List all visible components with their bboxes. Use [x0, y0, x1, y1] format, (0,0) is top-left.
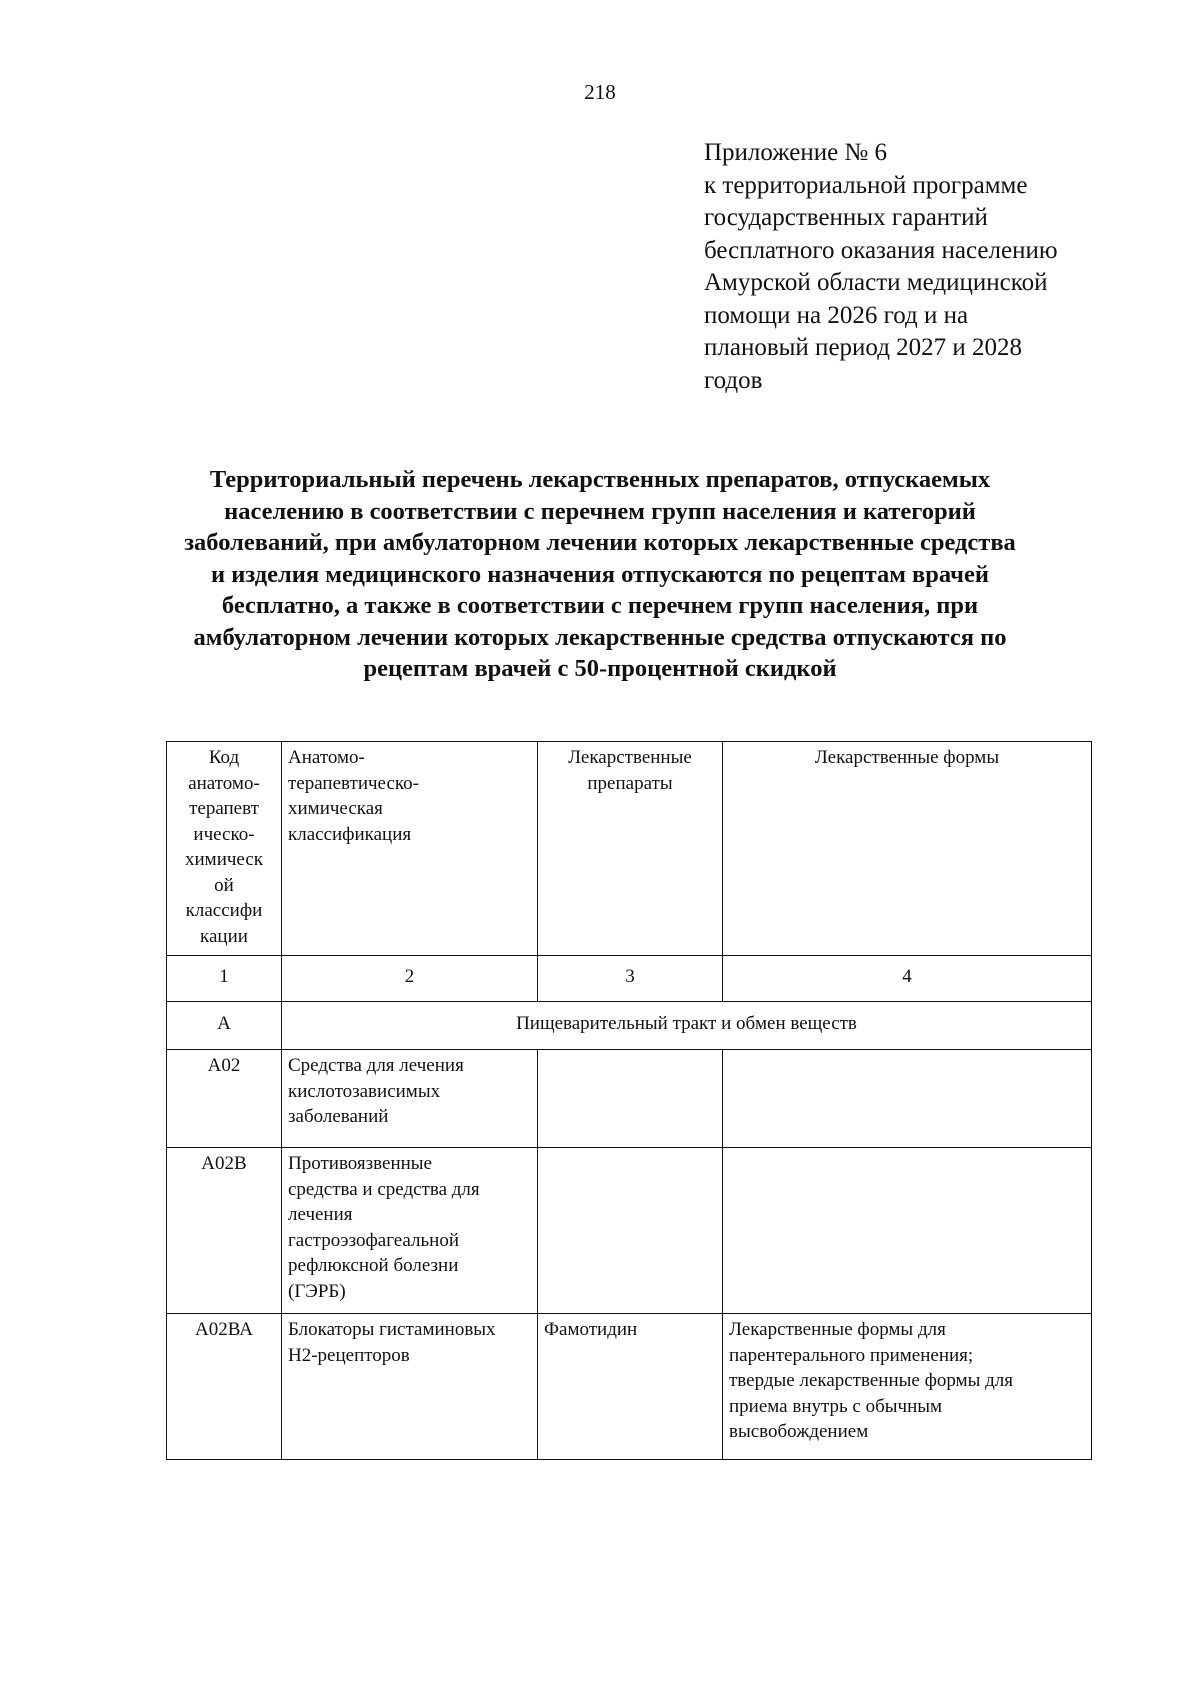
group-name: Пищеварительный тракт и обмен веществ — [282, 1002, 1092, 1050]
classification-line: Н2-рецепторов — [288, 1344, 410, 1366]
drug-form-line: высвобождением — [729, 1421, 869, 1442]
classification-line: заболеваний — [288, 1106, 389, 1127]
drug-name — [538, 1050, 723, 1148]
column-number-row — [167, 956, 1092, 1002]
drug-list-table — [166, 741, 1092, 1460]
title-line: Территориальный перечень лекарственных препаратов, отпускаемых — [209, 466, 991, 493]
appendix-line: к территориальной программе — [704, 171, 1028, 199]
appendix-line: Амурской области медицинской — [704, 269, 1048, 296]
table-row — [167, 1148, 1092, 1314]
atc-code: А02В — [167, 1148, 282, 1314]
appendix-line: Приложение № 6 — [704, 139, 888, 166]
appendix-line: государственных гарантий — [704, 204, 988, 231]
column-number: 1 — [167, 956, 282, 1002]
header-forms: Лекарственные формы — [723, 742, 1092, 956]
drug-form-line: твердые лекарственные формы для — [729, 1370, 1014, 1391]
drug-forms — [723, 1314, 1092, 1460]
classification-line: (ГЭРБ) — [288, 1280, 346, 1302]
title-line: и изделия медицинского назначения отпускаются по рецептам врачей — [211, 560, 989, 588]
drug-form-line: приема внутрь с обычным — [729, 1395, 943, 1417]
appendix-note — [704, 137, 1144, 397]
drug-form-line: парентерального применения; — [729, 1344, 974, 1366]
drug-forms — [723, 1050, 1092, 1148]
header-classification-line: химическая — [288, 798, 383, 819]
classification-line: средства и средства для — [288, 1178, 480, 1200]
header-drugs-line: Лекарственные — [568, 747, 692, 768]
table-header-row — [167, 742, 1092, 956]
appendix-line: плановый период 2027 и 2028 — [704, 334, 1023, 361]
classification-line: Блокаторы гистаминовых — [288, 1319, 496, 1340]
header-classification — [282, 742, 538, 956]
atc-code: А02ВА — [167, 1314, 282, 1460]
column-number: 3 — [538, 956, 723, 1002]
header-code-line: классифи — [185, 900, 263, 921]
atc-classification — [282, 1314, 538, 1460]
group-row — [167, 1002, 1092, 1050]
header-classification-line: терапевтическо- — [288, 772, 419, 794]
group-code: А — [167, 1002, 282, 1050]
page-number: 218 — [584, 80, 616, 104]
title-line: рецептам врачей с 50-процентной скидкой — [363, 655, 837, 682]
document-title — [150, 464, 1050, 685]
header-code-line: анатомо- — [188, 772, 260, 794]
header-code-line: химическ — [185, 849, 263, 870]
title-line: заболеваний, при амбулаторном лечении которых лекарственные средства — [184, 529, 1016, 556]
title-line: амбулаторном лечении которых лекарственные средства отпускаются по — [193, 623, 1007, 651]
header-code-line: терапевт — [189, 798, 259, 819]
header-code-line: ой — [214, 874, 234, 896]
column-number: 2 — [282, 956, 538, 1002]
header-drugs — [538, 742, 723, 956]
header-code-line: Код — [208, 747, 240, 768]
title-line: бесплатно, а также в соответствии с перечнем групп населения, при — [221, 592, 979, 619]
drug-forms — [723, 1148, 1092, 1314]
drug-name: Фамотидин — [538, 1314, 723, 1460]
classification-line: Средства для лечения — [288, 1055, 464, 1076]
header-classification-line: классификация — [288, 823, 412, 845]
atc-code: А02 — [167, 1050, 282, 1148]
header-code-line: кации — [200, 925, 248, 947]
appendix-line: помощи на 2026 год и на — [704, 301, 969, 329]
classification-line: кислотозависимых — [288, 1080, 441, 1102]
appendix-line: годов — [704, 366, 763, 394]
classification-line: гастроэзофагеальной — [288, 1229, 460, 1251]
header-drugs-line: препараты — [587, 772, 673, 794]
atc-classification — [282, 1148, 538, 1314]
drug-form-line: Лекарственные формы для — [729, 1319, 946, 1340]
classification-line: рефлюксной болезни — [288, 1255, 459, 1276]
atc-classification — [282, 1050, 538, 1148]
drug-name — [538, 1148, 723, 1314]
classification-line: лечения — [288, 1204, 353, 1225]
title-line: населению в соответствии с перечнем групп населения и категорий — [224, 497, 976, 525]
header-classification-line: Анатомо- — [288, 747, 365, 768]
header-code-line: ическо- — [193, 823, 255, 845]
appendix-line: бесплатного оказания населению — [704, 236, 1058, 264]
classification-line: Противоязвенные — [288, 1153, 432, 1174]
table-row — [167, 1314, 1092, 1460]
header-code — [167, 742, 282, 956]
column-number: 4 — [723, 956, 1092, 1002]
table-row — [167, 1050, 1092, 1148]
